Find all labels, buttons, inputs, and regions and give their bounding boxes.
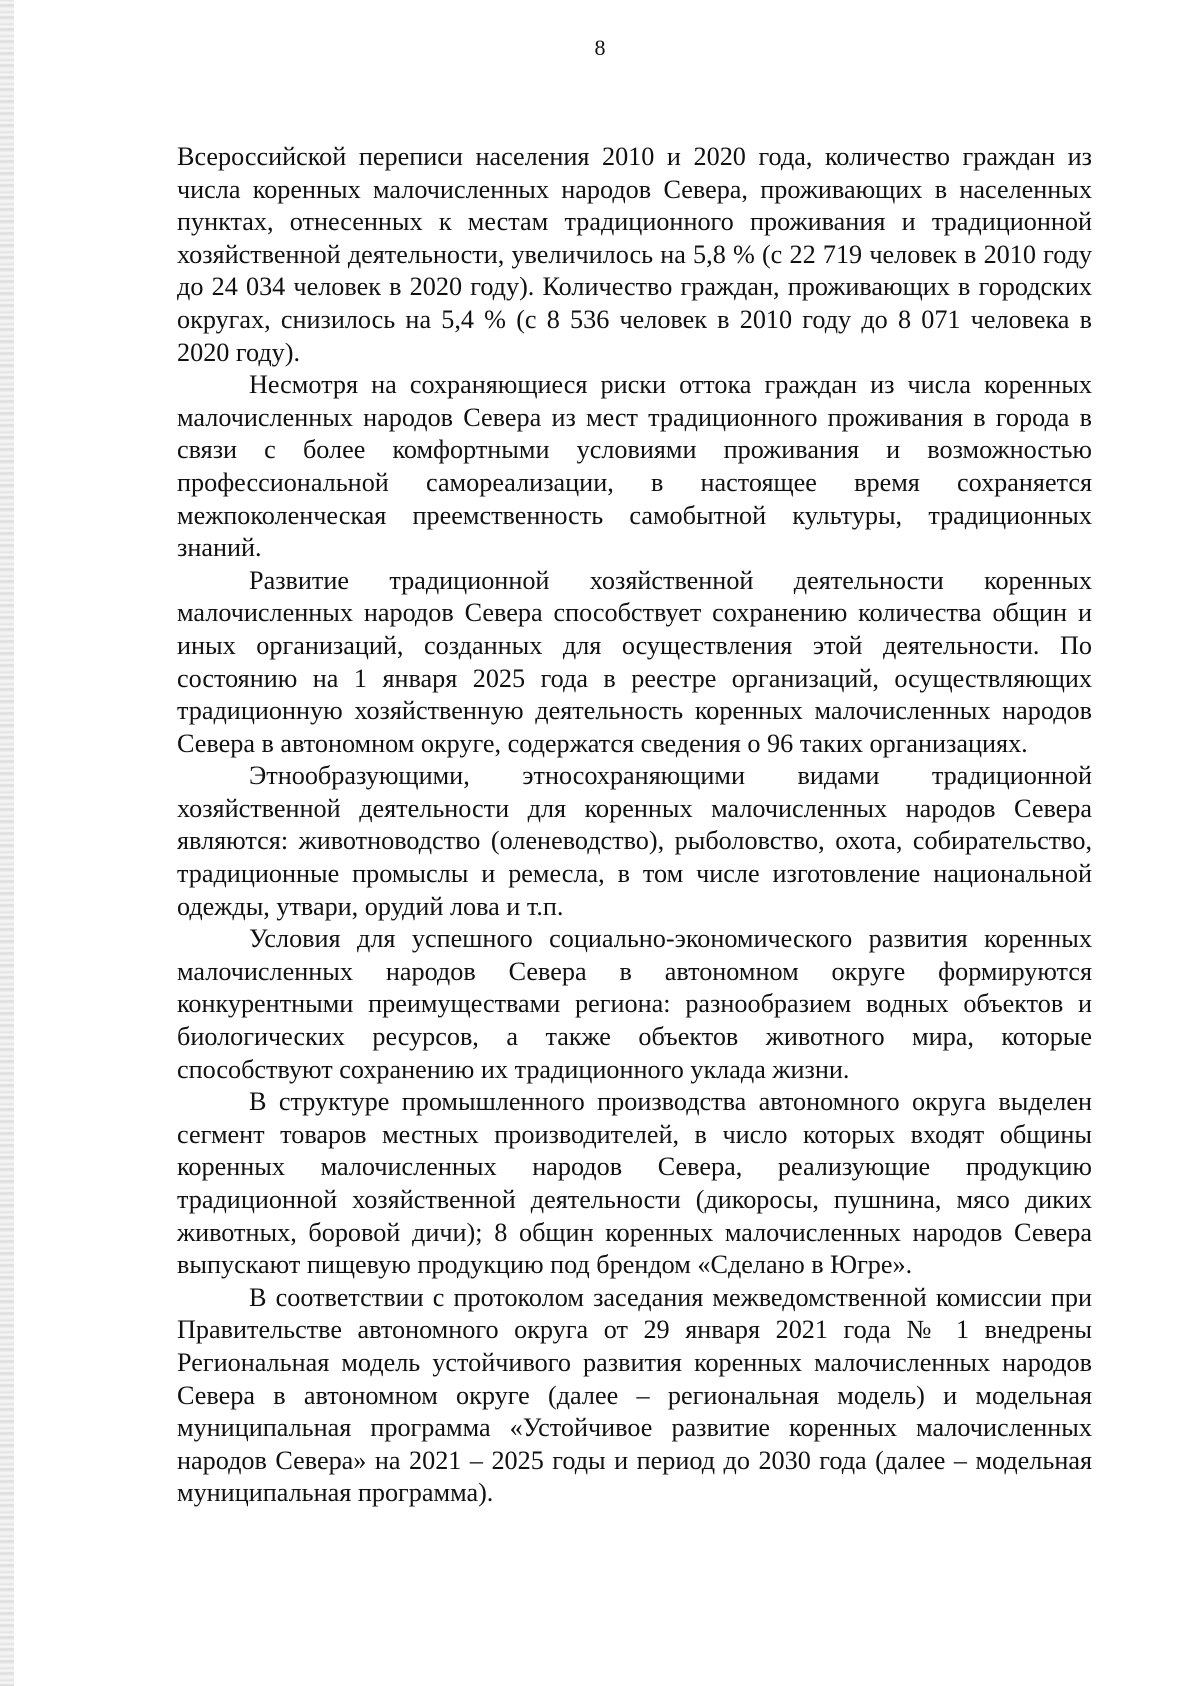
page-number: 8: [594, 35, 606, 60]
scan-edge-shadow: [0, 0, 14, 1686]
paragraph-2: Несмотря на сохраняющиеся риски оттока граждан из числа коренных малочисленных народов Севера из мест традиционного проживания в города в связи с более комфортными условиями проживания и возможностью профессиональной самореализации, в настоящее время сохраняется межпоколенческая преемственность самобытной культуры, традиционных знаний.: [177, 370, 1092, 563]
paragraph-4: Этнообразующими, этносохраняющими видами традиционной хозяйственной деятельности для коренных малочисленных народов Севера являются: животноводство (оленеводство), рыболовство, охота, собирательство, традиционные промыслы и ремесла, в том числе изготовление национальной одежды, утвари, орудий лова и т.п.: [177, 761, 1092, 921]
paragraph-5: Условия для успешного социально-экономического развития коренных малочисленных народов Севера в автономном округе формируются конкурентными преимуществами региона: разнообразием водных объектов и биологических ресурсов, а также объектов животного мира, которые способствуют сохранению их традиционного уклада жизни.: [177, 924, 1092, 1084]
paragraph-7: В соответствии с протоколом заседания межведомственной комиссии при Правительстве автономного округа от 29 января 2021 года № 1 внедрены Региональная модель устойчивого развития коренных малочисленных народов Севера в автономном округе (далее – региональная модель) и модельная муниципальная программа «Устойчивое развитие коренных малочисленных народов Севера» на 2021 – 2025 годы и период до 2030 года (далее – модельная муниципальная программа).: [177, 1282, 1092, 1508]
paragraph-6: В структуре промышленного производства автономного округа выделен сегмент товаров местных производителей, в число которых входят общины коренных малочисленных народов Севера, реализующие продукцию традиционной хозяйственной деятельности (дикоросы, пушнина, мясо диких животных, боровой дичи); 8 общин коренных малочисленных народов Севера выпускают пищевую продукцию под брендом «Сделано в Югре».: [177, 1087, 1092, 1280]
paragraph-3: Развитие традиционной хозяйственной деятельности коренных малочисленных народов Севера способствует сохранению количества общин и иных организаций, созданных для осуществления этой деятельности. По состоянию на 1 января 2025 года в реестре организаций, осуществляющих традиционную хозяйственную деятельность коренных малочисленных народов Севера в автономном округе, содержатся сведения о 96 таких организациях.: [177, 565, 1092, 758]
document-body: [177, 141, 1092, 1510]
paragraph-1: Всероссийской переписи населения 2010 и 2020 года, количество граждан из числа коренных малочисленных народов Севера, проживающих в населенных пунктах, отнесенных к местам традиционного проживания и традиционной хозяйственной деятельности, увеличилось на 5,8 % (с 22 719 человек в 2010 году до 24 034 человек в 2020 году). Количество граждан, проживающих в городских округах, снизилось на 5,4 % (с 8 536 человек в 2010 году до 8 071 человека в 2020 году).: [177, 142, 1092, 367]
